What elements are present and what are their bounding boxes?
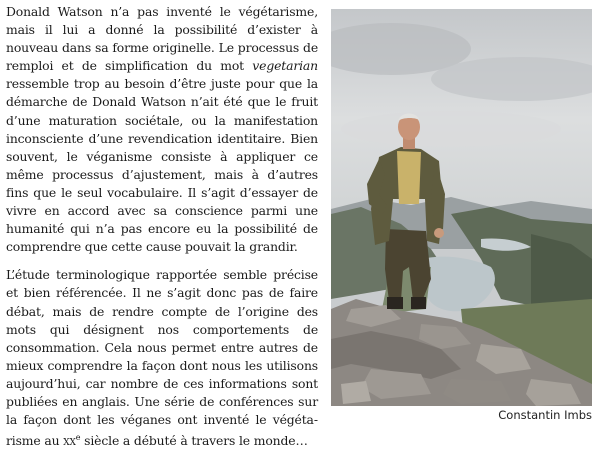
article-text [6,3,318,450]
lake [423,257,495,312]
paragraph-1-text-a: Donald Watson n’a pas inventé le végétarisme, mais il lui a donné la possibilité d’exister à nouveau dans sa forme originelle. Le processus de remploi et de simplification du mot [6,4,318,74]
century-suffix: e [75,433,81,443]
century-numeral: xx [63,433,76,449]
paragraph-1-text-b: ressemble trop au besoin d’être juste pour que la démarche de Donald Watson n’ait été que le fruit d’une maturation sociétale, ou la manifestation inconsciente d’une revendication identitaire. Bien souvent, le véganisme consiste à appliquer ce même processus d’ajustement, mais à d’autres fins que le seul vocabulaire. Il s’agit d’essayer de vivre en accord avec sa conscience parmi une humanité qui n’a pas encore eu la possibilité de comprendre que cette cause pouvait la grandir. [6,76,318,255]
photo-caption: Constantin Imbs [498,408,592,422]
paragraph-2-text-a: L’étude terminologique rapportée semble précise et bien référencée. Il ne s’agit donc pas de faire débat, mais de rendre compte de l’origine des mots qui désignent nos comportements de consommation. Cela nous permet entre autres de mieux comprendre la façon dont nous les utilisons aujourd’hui, car nombre de ces informations sont publiées en anglais. Une série de conférences sur la façon dont les véganes ont inventé le végétarisme au [6,267,318,449]
term-vegetarian: vegetarian [252,58,318,74]
photo-illustration [331,9,592,406]
paragraph-2 [6,266,318,450]
paragraph-2-text-b: siècle a débuté à travers le monde… [80,433,308,449]
paragraph-1 [6,3,318,256]
portrait-photo [331,9,592,406]
